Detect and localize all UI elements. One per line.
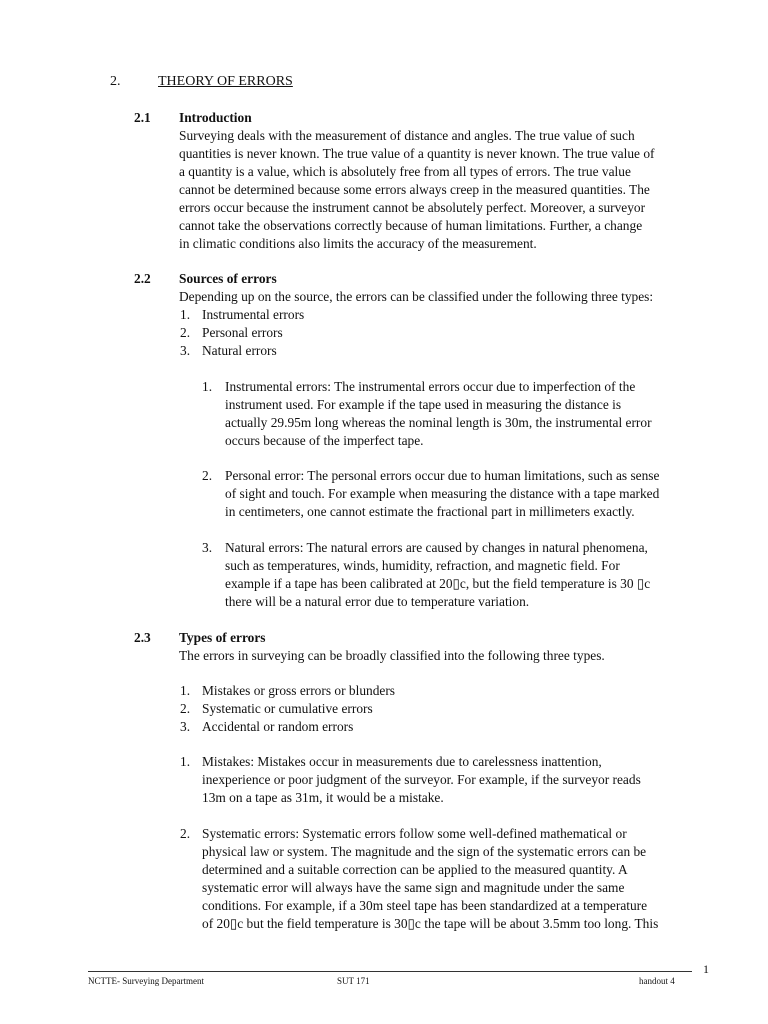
list-item: Natural errors <box>202 343 277 358</box>
paragraph-line: in climatic conditions also limits the accuracy of the measurement. <box>179 236 537 251</box>
page-number: 1 <box>703 962 709 976</box>
paragraph-line: occurs because of the imperfect tape. <box>225 433 424 448</box>
detail-paragraph-instrumental <box>225 378 725 450</box>
list-item: Instrumental errors <box>202 307 305 322</box>
paragraph-line: Natural errors: The natural errors are caused by changes in natural phenomena, <box>225 540 648 555</box>
list-number: 1. <box>180 307 191 322</box>
section-2-3-intro: The errors in surveying can be broadly classified into the following three types. <box>179 648 605 663</box>
paragraph-line: conditions. For example, if a 30m steel tape has been standardized at a temperature <box>202 898 648 913</box>
paragraph-line: actually 29.95m long whereas the nominal length is 30m, the instrumental error <box>225 415 652 430</box>
chapter-number: 2. <box>110 74 121 89</box>
paragraph-line: Mistakes: Mistakes occur in measurements due to carelessness inattention, <box>202 754 602 769</box>
paragraph-line: Instrumental errors: The instrumental errors occur due to imperfection of the <box>225 379 636 394</box>
list-item: Accidental or random errors <box>202 719 354 734</box>
section-2-2-title: Sources of errors <box>179 271 277 286</box>
paragraph-line: there will be a natural error due to temperature variation. <box>225 594 530 609</box>
footer-department: NCTTE- Surveying Department <box>88 976 204 986</box>
paragraph-line: example if a tape has been calibrated at 20▯c, but the field temperature is 30 ▯c <box>225 576 651 591</box>
list-item: Personal errors <box>202 325 283 340</box>
detail-paragraph-personal <box>225 467 725 521</box>
list-item: Mistakes or gross errors or blunders <box>202 683 396 698</box>
section-2-1-number: 2.1 <box>134 110 151 125</box>
paragraph-line: physical law or system. The magnitude and the sign of the systematic errors can be <box>202 844 647 859</box>
paragraph-line: quantities is never known. The true value of a quantity is never known. The true value of <box>179 146 655 161</box>
list-number: 3. <box>180 343 191 358</box>
section-2-1-title: Introduction <box>179 110 252 125</box>
paragraph-line: 13m on a tape as 31m, it would be a mistake. <box>202 790 444 805</box>
paragraph-line: Surveying deals with the measurement of distance and angles. The true value of such <box>179 128 635 143</box>
detail-number: 2. <box>202 468 213 483</box>
detail-paragraph-natural <box>225 539 725 611</box>
list-item: Systematic or cumulative errors <box>202 701 373 716</box>
section-2-2-number: 2.2 <box>134 271 151 286</box>
paragraph-line: cannot take the observations correctly because of human limitations. Further, a change <box>179 218 643 233</box>
paragraph-line: systematic error will always have the same sign and magnitude under the same <box>202 880 625 895</box>
section-2-2-intro: Depending up on the source, the errors can be classified under the following three types: <box>179 289 654 304</box>
detail-number: 2. <box>180 826 191 841</box>
list-number: 2. <box>180 701 191 716</box>
section-2-3-number: 2.3 <box>134 630 151 645</box>
paragraph-line: in centimeters, one cannot estimate the fractional part in millimeters exactly. <box>225 504 635 519</box>
section-2-3-title: Types of errors <box>179 630 266 645</box>
paragraph-line: inexperience or poor judgment of the surveyor. For example, if the surveyor reads <box>202 772 641 787</box>
detail-number: 1. <box>202 379 213 394</box>
paragraph-line: such as temperatures, winds, humidity, refraction, and magnetic field. For <box>225 558 620 573</box>
detail-paragraph-systematic <box>202 825 722 933</box>
footer-divider <box>88 971 692 972</box>
list-number: 3. <box>180 719 191 734</box>
paragraph-line: of sight and touch. For example when measuring the distance with a tape marked <box>225 486 660 501</box>
chapter-title: THEORY OF ERRORS <box>158 74 293 89</box>
paragraph-line: determined and a suitable correction can be applied to the measured quantity. A <box>202 862 628 877</box>
paragraph-line: errors occur because the instrument cannot be absolutely perfect. Moreover, a surveyor <box>179 200 646 215</box>
paragraph-line: Systematic errors: Systematic errors follow some well-defined mathematical or <box>202 826 627 841</box>
paragraph-line: cannot be determined because some errors always creep in the measured quantities. The <box>179 182 650 197</box>
detail-paragraph-mistakes <box>202 753 722 807</box>
paragraph-line: instrument used. For example if the tape used in measuring the distance is <box>225 397 622 412</box>
paragraph-line: Personal error: The personal errors occur due to human limitations, such as sense <box>225 468 660 483</box>
paragraph-line: a quantity is a value, which is absolutely free from all types of errors. The true value <box>179 164 631 179</box>
detail-number: 1. <box>180 754 191 769</box>
detail-number: 3. <box>202 540 213 555</box>
section-2-1-paragraph <box>179 127 719 253</box>
paragraph-line: of 20▯c but the field temperature is 30▯c the tape will be about 3.5mm too long. This <box>202 916 659 931</box>
list-number: 1. <box>180 683 191 698</box>
list-number: 2. <box>180 325 191 340</box>
footer-course-code: SUT 171 <box>337 976 370 986</box>
footer-handout: handout 4 <box>639 976 675 986</box>
